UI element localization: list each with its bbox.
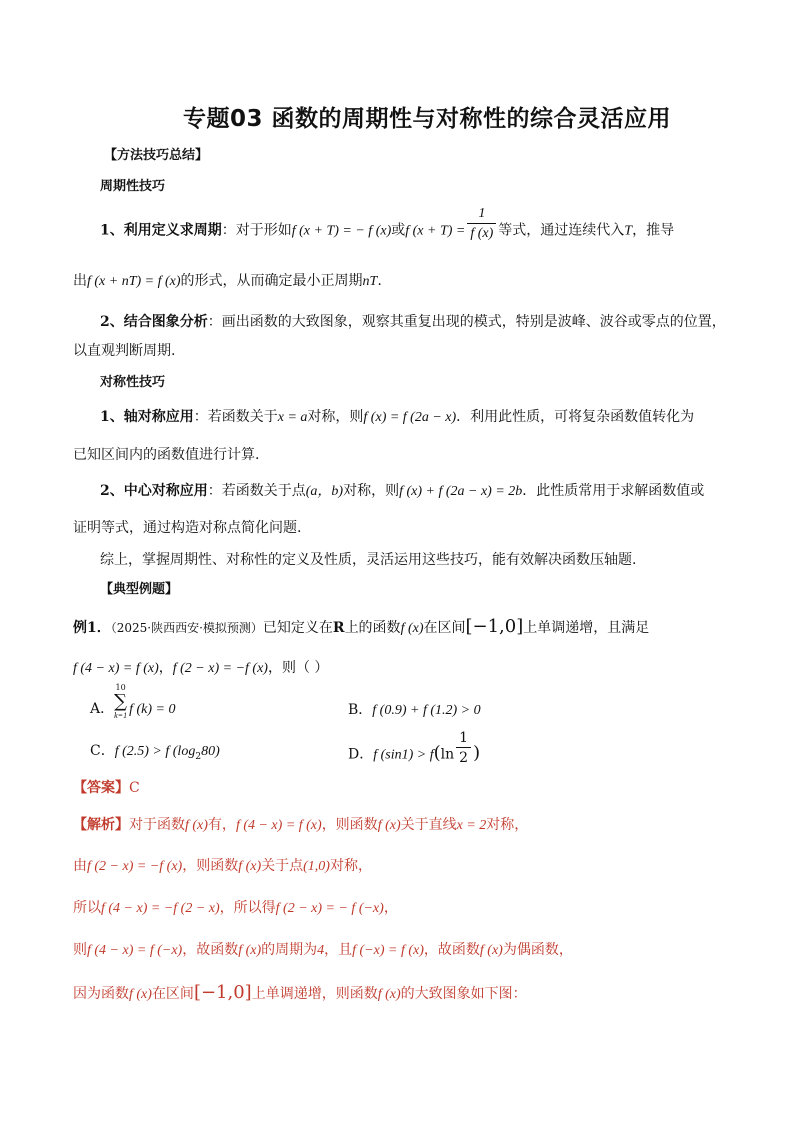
ex1-text-a: 已知定义在: [262, 620, 333, 636]
a5-text-a: 因为函数: [73, 986, 129, 1002]
a3-math-1: f (4 − x) = −f (2 − x): [101, 901, 220, 916]
example-heading: 【典型例题】: [100, 582, 179, 597]
option-d: [348, 730, 481, 768]
option-d-expr: f (sin1) > f: [373, 747, 434, 763]
option-d-den: 2: [459, 750, 469, 766]
option-b-expr: f (0.9) + f (1.2) > 0: [372, 703, 481, 718]
p1-frac-num: 1: [467, 205, 496, 224]
example-1-conditions: [73, 658, 328, 679]
ex1-cond-end: ，则（ ）: [267, 660, 329, 676]
p1c-text-a: 出: [73, 273, 87, 289]
ex1-cond-2: f (2 − x) = −f (x): [172, 661, 268, 676]
s2-text-a: ：若函数关于点: [207, 483, 306, 499]
example-1-source: （2025·陕西西安·模拟预测）: [110, 621, 263, 635]
option-d-ln: ln: [440, 746, 455, 763]
ex1-cond-sep: ，: [158, 660, 173, 676]
a4-math-1: f (4 − x) = f (−x): [87, 943, 183, 958]
analysis-line-3: [73, 898, 398, 919]
symmetry-paragraph-2: [100, 481, 704, 502]
p1-fraction: [467, 205, 496, 244]
s1-math-b: f (x) = f (2a − x): [363, 410, 457, 425]
ex1-text-c: 在区间: [423, 620, 466, 636]
a2-text-a: 由: [73, 858, 87, 874]
option-b: [348, 700, 481, 721]
option-a-label: A．: [90, 701, 115, 717]
a4-math-3: 4: [317, 943, 325, 958]
a2-math-1: f (2 − x) = −f (x): [87, 859, 183, 874]
ex1-cond-1: f (4 − x) = f (x): [73, 661, 159, 676]
p1-math-a: f (x + T) = − f (x): [291, 223, 392, 239]
summary-text: 综上，掌握周期性、对称性的定义及性质，灵活运用这些技巧，能有效解决函数压轴题.: [100, 552, 637, 568]
a4-text-a: 则: [73, 942, 87, 958]
p2-label: 2、结合图象分析: [100, 314, 208, 330]
a4-text-f: 为偶函数，: [502, 942, 573, 958]
a1-math-4: x = 2: [456, 818, 487, 833]
answer-line: [73, 778, 140, 798]
s1-text-c: ．利用此性质，可将复杂函数值转化为: [456, 409, 695, 425]
period-heading: 周期性技巧: [100, 179, 166, 194]
p1-math-b: f (x + T) =: [405, 223, 466, 239]
analysis-line-1: [73, 815, 528, 836]
a1-math-2: f (4 − x) = f (x): [235, 818, 322, 833]
option-a-sum: [114, 683, 127, 721]
option-a-sum-bot: k=1: [114, 711, 128, 720]
a4-math-5: f (x): [479, 943, 503, 958]
a2-math-3: (1,0): [303, 859, 330, 874]
analysis-label: 【解析】: [73, 817, 129, 833]
a2-text-d: 对称，: [329, 858, 372, 874]
option-a: [90, 683, 176, 721]
s2-text-b: 对称，则: [343, 483, 400, 499]
s2-text-c: ．此性质常用于求解函数值或: [522, 483, 705, 499]
option-d-fraction: [456, 729, 471, 768]
a5-text-d: 的大致图象如下图：: [400, 986, 527, 1002]
a1-math-3: f (x): [377, 818, 401, 833]
option-b-label: B．: [348, 702, 373, 718]
answer-label: 【答案】: [73, 780, 129, 796]
a3-text-a: 所以: [73, 900, 101, 916]
a2-text-c: 关于点: [261, 858, 304, 874]
option-a-expr: f (k) = 0: [129, 702, 176, 717]
a4-text-d: ，且: [324, 942, 353, 958]
s1-label: 1、轴对称应用: [100, 409, 194, 425]
a1-text-d: 关于直线: [400, 817, 457, 833]
a1-math-1: f (x): [185, 818, 208, 833]
p1-frac-den: f (x): [470, 226, 494, 241]
option-a-sum-top: 10: [115, 683, 126, 692]
p1-text-a: ：对于形如: [221, 222, 292, 239]
analysis-line-2: [73, 856, 372, 877]
paren-open-icon: (: [433, 742, 441, 764]
symmetry-paragraph-1: [100, 407, 694, 428]
a1-text-c: ，则函数: [321, 817, 378, 833]
p1-label: 1、利用定义求周期: [100, 222, 222, 239]
a5-math-1: f (x): [129, 987, 152, 1002]
period-paragraph-1: [100, 206, 675, 244]
analysis-line-4: [73, 940, 573, 961]
example-1-stem: [73, 617, 649, 639]
a5-math-3: f (x): [377, 987, 401, 1002]
example-1-label: 例1．: [73, 620, 111, 636]
symmetry-paragraph-1-cont: 已知区间内的函数值进行计算.: [73, 447, 260, 463]
option-c-label: C．: [90, 743, 115, 759]
a4-text-e: ，故函数: [423, 942, 480, 958]
s1-text-a: ：若函数关于: [193, 409, 278, 425]
a3-text-b: ，所以得: [219, 900, 276, 916]
ex1-text-b: 上的函数: [344, 620, 401, 636]
answer-value: C: [129, 780, 140, 796]
s2-label: 2、中心对称应用: [100, 483, 208, 499]
page-title: 专题03 函数的周期性与对称性的综合灵活应用: [182, 106, 671, 132]
p1c-math-a: f (x + nT) = f (x): [87, 274, 181, 289]
option-c-expr: f (2.5) > f (log: [114, 744, 196, 759]
a4-math-2: f (x): [238, 943, 262, 958]
a5-text-b: 在区间: [151, 986, 194, 1002]
symmetry-heading: 对称性技巧: [100, 375, 166, 390]
symmetry-paragraph-2-cont: 证明等式，通过构造对称点简化问题.: [73, 520, 302, 536]
s2-math-a: (a，b): [305, 484, 344, 499]
p2-text: ：画出函数的大致图象，观察其重复出现的模式，特别是波峰、波谷或零点的位置，: [207, 314, 726, 330]
p1c-math-b: nT: [362, 274, 378, 289]
a3-math-2: f (2 − x) = − f (−x): [275, 901, 384, 916]
s1-math-a: x = a: [277, 410, 308, 425]
option-c: [90, 741, 220, 767]
option-c-expr2: 80): [201, 744, 220, 759]
a4-text-c: 的周期为: [261, 942, 318, 958]
analysis-line-5: [73, 983, 527, 1005]
a5-math-2: [−1,0]: [193, 982, 252, 1003]
p1c-text-b: 的形式，从而确定最小正周期: [180, 273, 363, 289]
ex1-text-d: 上单调递增，且满足: [523, 620, 650, 636]
period-paragraph-2-cont: 以直观判断周期.: [73, 343, 176, 359]
p1-math-c: T: [624, 223, 633, 239]
s1-text-b: 对称，则: [307, 409, 364, 425]
paren-close-icon: ): [473, 742, 481, 764]
a4-math-4: f (−x) = f (x): [352, 943, 424, 958]
a2-text-b: ，则函数: [182, 858, 239, 874]
option-d-label: D．: [348, 746, 374, 763]
a1-text-a: 对于函数: [129, 817, 185, 833]
s2-math-b: f (x) + f (2a − x) = 2b: [399, 484, 523, 499]
p1c-text-c: .: [377, 273, 382, 289]
sigma-icon: ∑: [114, 691, 128, 712]
option-d-num: 1: [456, 729, 471, 748]
period-paragraph-1-cont: [73, 271, 382, 292]
method-heading: 【方法技巧总结】: [104, 148, 209, 163]
ex1-math-a: f (x): [400, 621, 424, 636]
a4-text-b: ，故函数: [182, 942, 239, 958]
ex1-interval: [−1,0]: [465, 616, 524, 637]
a3-text-c: ，: [383, 900, 398, 916]
p1-text-c: 等式，通过连续代入: [498, 222, 625, 239]
option-c-sub: 2: [195, 751, 202, 762]
ex1-set: R: [332, 620, 345, 636]
period-paragraph-2: [100, 312, 726, 332]
a5-text-c: 上单调递增，则函数: [251, 986, 378, 1002]
a2-math-2: f (x): [238, 859, 262, 874]
a1-text-b: 有，: [207, 817, 236, 833]
a1-text-e: 对称，: [486, 817, 529, 833]
p1-text-d: ，推导: [632, 222, 675, 239]
p1-text-b: 或: [391, 222, 406, 239]
